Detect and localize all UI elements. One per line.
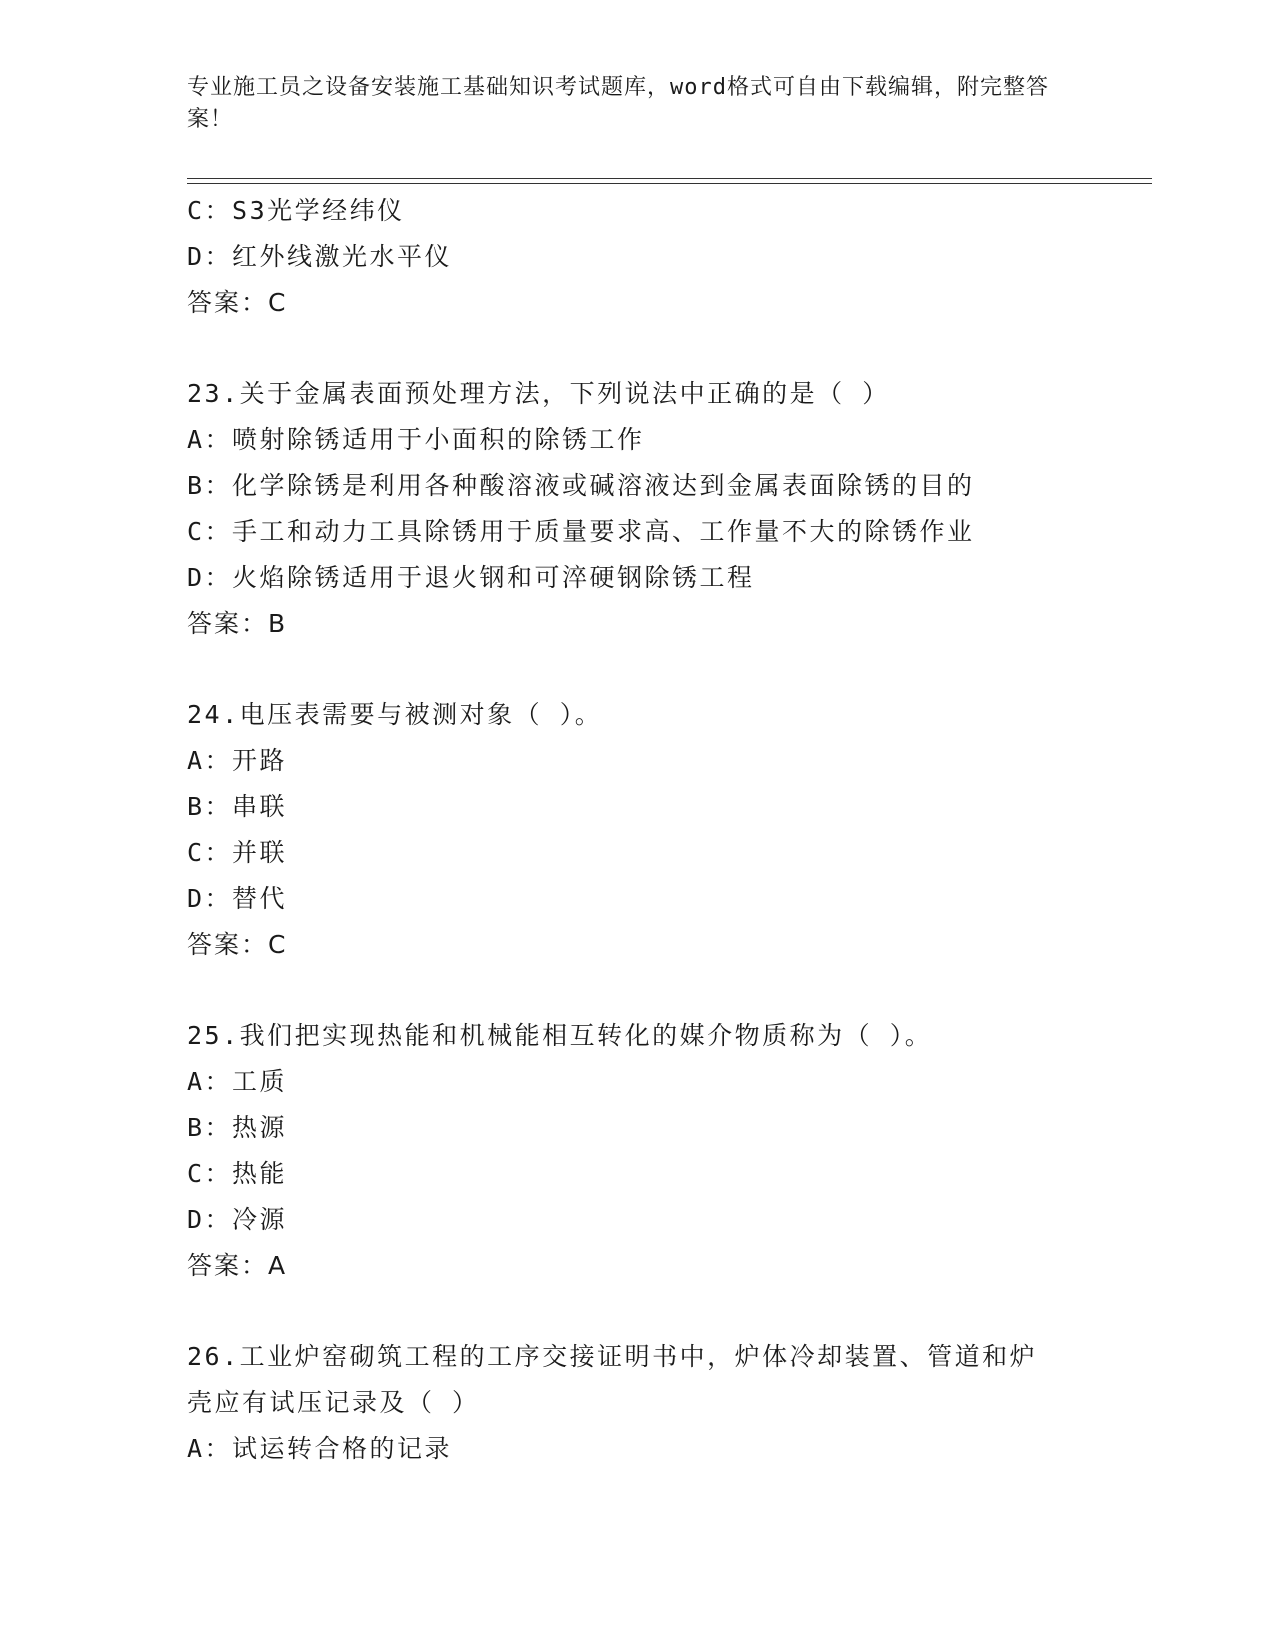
header-rule-top <box>187 178 1152 179</box>
answer-line: 答案：C <box>187 288 288 317</box>
question-stem: 24.电压表需要与被测对象（ ）。 <box>187 700 603 729</box>
answer-line: 答案：B <box>187 609 288 638</box>
header-rule-bottom <box>187 183 1152 184</box>
option-line: D：火焰除锈适用于退火钢和可淬硬钢除锈工程 <box>187 563 755 592</box>
option-line: B：化学除锈是利用各种酸溶液或碱溶液达到金属表面除锈的目的 <box>187 471 975 500</box>
option-line: C：热能 <box>187 1159 288 1188</box>
option-line: A：试运转合格的记录 <box>187 1434 453 1463</box>
option-line: A：工质 <box>187 1067 288 1096</box>
option-line: B：串联 <box>187 792 288 821</box>
question-stem: 26.工业炉窑砌筑工程的工序交接证明书中，炉体冷却装置、管道和炉 <box>187 1342 1038 1371</box>
question-stem-continued: 壳应有试压记录及（ ） <box>187 1388 480 1417</box>
spacer <box>187 326 1147 371</box>
document-header: 专业施工员之设备安装施工基础知识考试题库，word格式可自由下载编辑，附完整答案！ <box>187 75 1049 132</box>
option-line: D：冷源 <box>187 1205 288 1234</box>
spacer <box>187 647 1147 692</box>
answer-line: 答案：C <box>187 930 288 959</box>
spacer <box>187 1289 1147 1334</box>
option-line: C：S3光学经纬仪 <box>187 196 405 225</box>
option-line: D：替代 <box>187 884 288 913</box>
option-line: A：开路 <box>187 746 288 775</box>
spacer <box>187 968 1147 1013</box>
option-line: C：手工和动力工具除锈用于质量要求高、工作量不大的除锈作业 <box>187 517 975 546</box>
option-line: D：红外线激光水平仪 <box>187 242 453 271</box>
option-line: C：并联 <box>187 838 288 867</box>
answer-line: 答案：A <box>187 1251 288 1280</box>
question-content <box>187 188 1147 1472</box>
question-stem: 23.关于金属表面预处理方法，下列说法中正确的是（ ） <box>187 379 890 408</box>
option-line: A：喷射除锈适用于小面积的除锈工作 <box>187 425 645 454</box>
option-line: B：热源 <box>187 1113 288 1142</box>
question-stem: 25.我们把实现热能和机械能相互转化的媒介物质称为（ ）。 <box>187 1021 933 1050</box>
